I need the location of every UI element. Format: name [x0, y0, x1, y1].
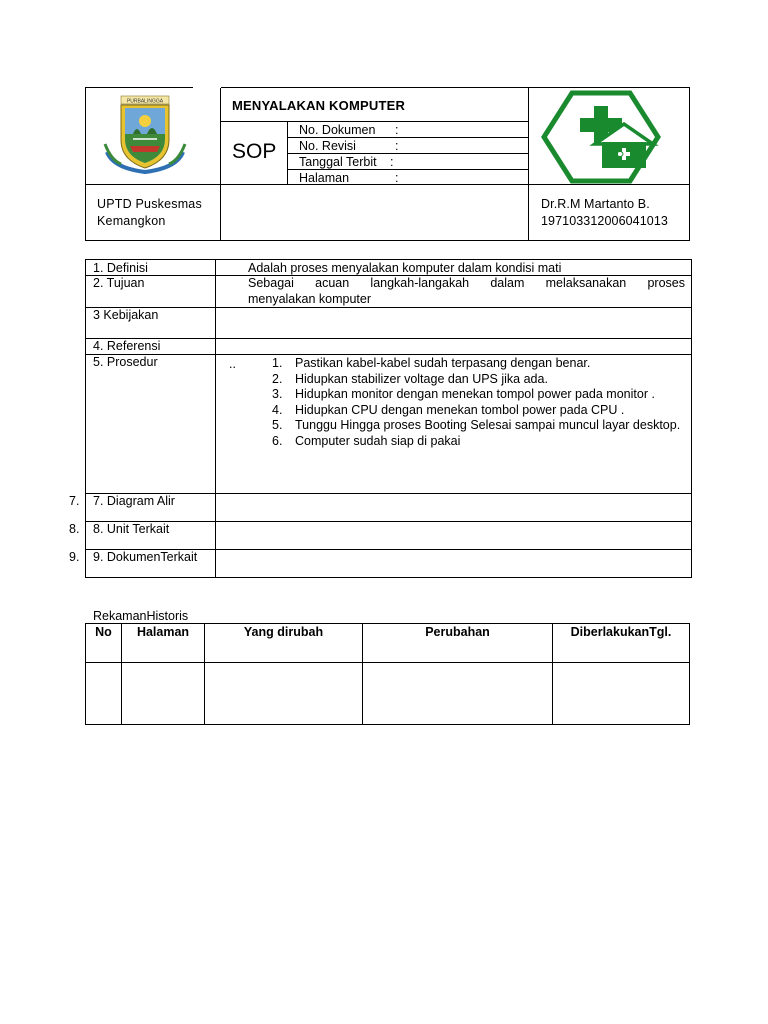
- signer-block: [541, 196, 668, 230]
- border-gap: [193, 86, 221, 90]
- diagram-alir-label: 7. Diagram Alir: [93, 494, 175, 508]
- list-item: 1. Pastikan kabel-kabel sudah terpasang dengan benar.: [272, 356, 591, 370]
- list-item: 6. Computer sudah siap di pakai: [272, 433, 461, 448]
- definisi-text: Adalah proses menyalakan komputer dalam kondisi mati: [248, 261, 562, 275]
- history-col-perubahan: Perubahan: [425, 625, 490, 639]
- unit-terkait-label: 8. Unit Terkait: [93, 522, 170, 536]
- signer-nip: 197103312006041013: [541, 214, 668, 228]
- prosedur-steps-list: [272, 356, 682, 449]
- history-col-diberlakukan: DiberlakukanTgl.: [570, 625, 672, 639]
- diagram-outer-number: 7.: [69, 494, 80, 508]
- history-col-yang-dirubah: Yang dirubah: [243, 625, 324, 639]
- history-title: RekamanHistoris: [93, 609, 189, 623]
- history-col-no: No: [95, 625, 112, 639]
- prosedur-label: 5. Prosedur: [93, 355, 158, 369]
- kebijakan-label: 3 Kebijakan: [93, 308, 159, 322]
- emblem-text: PURBALINGGA: [126, 98, 164, 105]
- meta-no-revisi: No. Revisi :: [299, 139, 399, 153]
- sop-label: SOP: [232, 140, 277, 163]
- meta-halaman: Halaman :: [299, 171, 399, 185]
- dokumen-terkait-label: 9. DokumenTerkait: [93, 550, 198, 564]
- unit-outer-number: 8.: [69, 522, 80, 536]
- tujuan-text: Sebagai acuan langkah-langakah dalam melaksanakan proses menyalakan komputer: [248, 276, 685, 306]
- meta-no-dokumen: No. Dokumen :: [299, 123, 399, 137]
- puskesmas-logo-icon: [540, 90, 662, 184]
- purbalingga-emblem-icon: [103, 94, 187, 174]
- list-item: 5. Tunggu Hingga proses Booting Selesai sampai muncul layar desktop.: [272, 418, 681, 432]
- definisi-label: 1. Definisi: [93, 261, 148, 275]
- signer-name: Dr.R.M Martanto B.: [541, 197, 650, 211]
- list-item: 2. Hidupkan stabilizer voltage dan UPS jika ada.: [272, 371, 548, 386]
- history-table: [85, 623, 690, 725]
- prosedur-marker: ..: [229, 357, 236, 371]
- tujuan-label: 2. Tujuan: [93, 276, 145, 290]
- referensi-label: 4. Referensi: [93, 339, 161, 353]
- sop-header-table: [85, 87, 690, 241]
- list-item: 4. Hidupkan CPU dengan menekan tombol power pada CPU .: [272, 402, 625, 417]
- sop-content-table: [85, 259, 692, 578]
- meta-tanggal-terbit: Tanggal Terbit :: [299, 155, 394, 169]
- dokumen-outer-number: 9.: [69, 550, 80, 564]
- organization-name: UPTD Puskesmas Kemangkon: [97, 197, 202, 228]
- list-item: 3. Hidupkan monitor dengan menekan tompol power pada monitor .: [272, 387, 655, 401]
- document-title: MENYALAKAN KOMPUTER: [232, 98, 406, 113]
- history-col-halaman: Halaman: [136, 625, 190, 639]
